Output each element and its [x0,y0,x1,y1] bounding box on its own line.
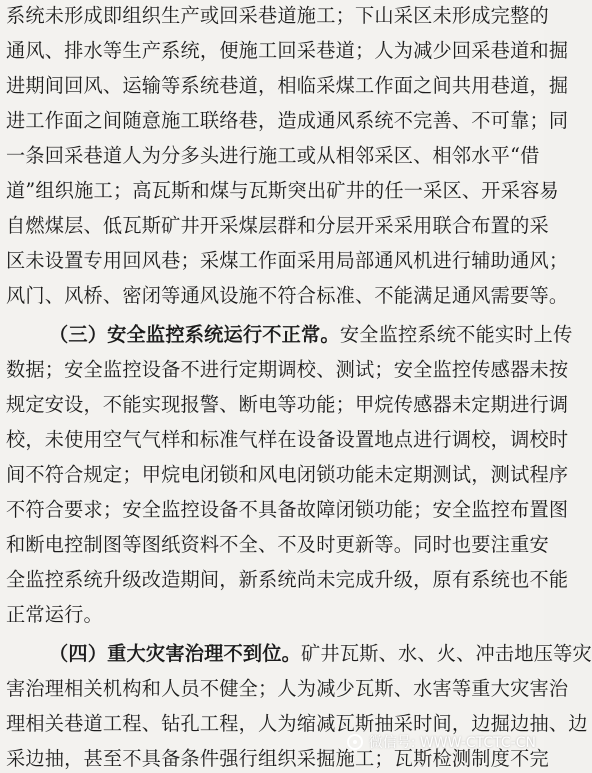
text-line: 数据；安全监控设备不进行定期调校、测试；安全监控传感器未按 [6,358,569,381]
section-heading: （四）重大灾害治理不到位。 [49,642,302,665]
text-line: 道”组织施工；高瓦斯和煤与瓦斯突出矿井的任一采区、开采容易 [6,179,559,202]
section-heading: （三）安全监控系统运行不正常。 [49,323,340,346]
watermark [347,732,536,752]
paragraph-4-first-line [49,640,592,668]
text-line: 害治理相关机构和人员不健全；人为减少瓦斯、水害等重大灾害治 [6,677,569,700]
text-line: 间不符合规定；甲烷电闭锁和风电闭锁功能未定期测试，测试程序 [6,463,569,486]
text-line: 一条回采巷道人为分多头进行施工或从相邻采区、相邻水平“借 [6,144,540,167]
text-line: 采边抽，甚至不具备条件强行组织采掘施工；瓦斯检测制度不完 [6,747,549,770]
text-line: 自燃煤层、低瓦斯矿井开采煤层群和分层开采采用联合布置的采 [6,214,549,237]
text-line: 不符合要求；安全监控设备不具备故障闭锁功能；安全监控布置图 [6,498,569,521]
text-line: 和断电控制图等图纸资料不全、不及时更新等。同时也要注重安 [6,533,549,556]
text-line: 校，未使用空气气样和标准气样在设备设置地点进行调校，调校时 [6,428,569,451]
text-line: 安全监控系统不能实时上传 [339,323,573,346]
text-line: 进期间回风、运输等系统巷道，相临采煤工作面之间共用巷道，掘 [6,74,569,97]
text-line: 全监控系统升级改造期间，新系统尚未完成升级，原有系统也不能 [6,568,569,591]
text-line: 正常运行。 [6,603,103,626]
text-line: 理相关巷道工程、钻孔工程，人为缩减瓦斯抽采时间，边掘边抽、边 [6,712,588,735]
text-line: 进工作面之间随意施工联络巷，造成通风系统不完善、不可靠；同 [6,109,569,132]
text-line: 风门、风桥、密闭等通风设施不符合标准、不能满足通风需要等。 [6,284,569,307]
paragraph-3-first-line [49,321,573,349]
text-line: 系统未形成即组织生产或回采巷道施工；下山采区未形成完整的 [6,4,549,27]
text-line: 通风、排水等生产系统，便施工回采巷道；人为减少回采巷道和掘 [6,39,569,62]
text-line: 规定安设，不能实现报警、断电等功能；甲烷传感器未定期进行调 [6,393,569,416]
text-line: 区未设置专用回风巷；采煤工作面采用局部通风机进行辅助通风； [6,249,569,272]
wechat-icon [347,734,363,750]
watermark-text: 微信号: WWW-CTCTC-CN [368,735,536,751]
text-line: 矿井瓦斯、水、火、冲击地压等灾 [301,642,592,665]
